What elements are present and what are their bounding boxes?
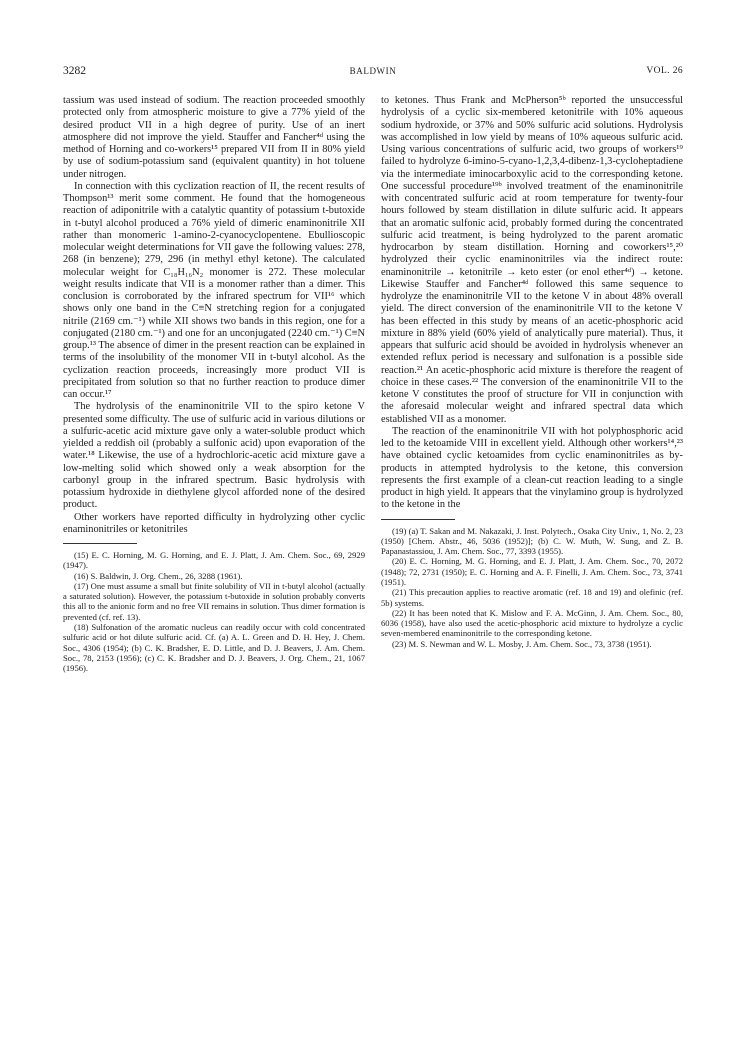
volume-label: VOL. 26 [646, 66, 683, 76]
page-number: 3282 [63, 65, 86, 77]
footnotes [381, 526, 683, 650]
footnote: (20) E. C. Horning, M. G. Horning, and E. J. Platt, J. Am. Chem. Soc., 70, 2072 (1948); 72, 2731 (1950); E. C. Horning and A. F. Finelli, J. Am. Chem. Soc., 73, 3741 (1951). [381, 556, 683, 587]
body-paragraph: Other workers have reported difficulty in hydrolyzing other cyclic enaminonitriles or ketonitriles [63, 511, 365, 535]
right-column [381, 95, 683, 649]
footnote: (16) S. Baldwin, J. Org. Chem., 26, 3288 (1961). [74, 570, 243, 581]
body-paragraph: tassium was used instead of sodium. The reaction proceeded smoothly protected only from atmospheric moisture to give a 77% yield of the desired product VII in a high degree of purity. Use of an inert atmosphere did not improve the yield. Stauffer and Fancher⁴ᵈ using the method of Horning and co-workers¹⁵ prepared VII from II in 80% yield by use of sodium-potassium sand (equivalent quantity) in hot toluene under nitrogen. [63, 95, 365, 180]
body-paragraph: The hydrolysis of the enaminonitrile VII to the spiro ketone V presented some difficulty. The use of sulfuric acid in various dilutions or a sulfuric-acetic acid mixture gave only a water-soluble product which yielded a reddish oil (probably a sulfonic acid) upon evaporation of the water.¹⁸ Likewise, the use of a hydrochloric-acetic acid mixture gave a low-melting solid which showed only a weak absorption for the carbonyl group in the infrared spectrum. Basic hydrolysis with potassium hydroxide in diethylene glycol afforded none of the desired product. [63, 401, 365, 511]
footnote: (23) M. S. Newman and W. L. Mosby, J. Am. Chem. Soc., 73, 3738 (1951). [392, 638, 652, 649]
footnote: (15) E. C. Horning, M. G. Horning, and E. J. Platt, J. Am. Chem. Soc., 69, 2929 (1947). [63, 550, 365, 571]
footnote-divider [381, 519, 455, 520]
footnote: (17) One must assume a small but finite solubility of VII in t-butyl alcohol (actually a saturated solution). However, the potassium t-butoxide in solution probably converts this all to the anionic form and no free VII remains in solution. Thus dimer formation is prevented (cf. ref. 13). [63, 580, 365, 622]
running-title: BALDWIN [349, 66, 397, 76]
body-paragraph: In connection with this cyclization reaction of II, the recent results of Thompson¹³ merit some comment. He found that the homogeneous reaction of adiponitrile with a catalytic quantity of potassium t-butoxide in t-butyl alcohol produced a 76% yield of dimeric enaminonitrile XII rather than monomeric 1-amino-2-cyanocyclopentene. Ebullioscopic molecular weight determinations for VII gave the following values: 278, 268 (in benzene); 279, 296 (in methyl ethyl ketone). The calculated molecular weight for C₁₈H₁₆N₂ monomer is 272. These molecular weight results indicate that VII is a monomer rather than a dimer. This conclusion is corroborated by the infrared spectrum for VII¹⁶ which shows only one band in the C≡N stretching region for a conjugated nitrile (2169 cm.⁻¹) while XII shows two bands in this region, one for a conjugated (2180 cm.⁻¹) and one for an unconjugated (2240 cm.⁻¹) C≡N group.¹³ The absence of dimer in the present reaction can be explained in terms of the insolubility of the monomer VII in t-butyl alcohol. As the cyclization reaction proceeds, increasingly more product VII is precipitated from solution so that no further reaction to produce dimer can occur.¹⁷ [63, 180, 365, 400]
footnote: (18) Sulfonation of the aromatic nucleus can readily occur with cold concentrated sulfuric acid or hot dilute sulfuric acid. Cf. (a) A. L. Green and D. H. Hey, J. Chem. Soc., 4306 (1954); (b) C. K. Bradsher, E. D. Little, and D. J. Beavers, J. Am. Chem. Soc., 78, 2153 (1956); (c) C. K. Bradsher and D. J. Beavers, J. Org. Chem., 21, 1067 (1956). [63, 622, 365, 674]
footnote: (21) This precaution applies to reactive aromatic (ref. 18 and 19) and olefinic (ref. 5b) systems. [381, 587, 683, 608]
footnote: (22) It has been noted that K. Mislow and F. A. McGinn, J. Am. Chem. Soc., 80, 6036 (1958), have also used the acetic-phosphoric acid mixture to hydrolyze a cyclic seven-membered enaminonitrile to the corresponding ketone. [381, 607, 683, 639]
footnote: (19) (a) T. Sakan and M. Nakazaki, J. Inst. Polytech., Osaka City Univ., 1, No. 2, 23 (1950) [Chem. Abstr., 46, 5036 (1952)]; (b) C. W. Muth, W. Sung, and Z. B. Papanastassiou, J. Am. Chem. Soc., 77, 3393 (1955). [381, 525, 683, 557]
footnotes [63, 550, 365, 674]
page-header [63, 65, 683, 79]
left-column [63, 95, 365, 674]
footnote-divider [63, 543, 137, 544]
body-paragraph: to ketones. Thus Frank and McPherson⁵ᵇ reported the unsuccessful hydrolysis of a cyclic six-membered ketonitrile with 10% aqueous sodium hydroxide, or 37% and 50% sulfuric acid solutions. Hydrolysis was accomplished in low yield by means of 10% aqueous sulfuric acid. Using various concentrations of sulfuric acid, two groups of workers¹⁹ failed to hydrolyze 6-imino-5-cyano-1,2,3,4-dibenz-1,3-cycloheptadiene via the intermediate iminocarboxylic acid to the corresponding ketone. One successful procedure¹⁹ᵇ involved treatment of the enaminonitrile with concentrated sulfuric acid at room temperature for twenty-four hours followed by steam distillation in dilute sulfuric acid. It appears that an aromatic sulfonic acid, probably formed during the concentrated sulfuric acid treatment, is being hydrolyzed to the parent aromatic hydrocarbon by steam distillation. Horning and coworkers¹⁵,²⁰ hydrolyzed their cyclic enaminonitriles via the indirect route: enaminonitrile → ketonitrile → keto ester (or enol ether⁴ᵈ) → ketone. Likewise Stauffer and Fancher⁴ᵈ followed this same sequence to hydrolyze the enaminonitrile VII to the ketone V in about 48% overall yield. The direct conversion of the enaminonitrile VII to the ketone V has been effected in this study by means of an acetic-phosphoric acid mixture in 88% yield (60% yield of analytically pure material). Thus, it appears that sulfuric acid should be avoided in hydrolysis whenever an extended reflux period is necessary and sulfonation is a possible side reaction.²¹ An acetic-phosphoric acid mixture is therefore the reagent of choice in these cases.²² The conversion of the enaminonitrile VII to the ketone V constitutes the proof of structure for VII in conjunction with the aforesaid molecular weight and infrared spectral data which established VII as a monomer. [381, 95, 683, 425]
body-paragraph: The reaction of the enaminonitrile VII with hot polyphosphoric acid led to the ketoamide VIII in excellent yield. Although other workers¹⁴,²³ have obtained cyclic ketoamides from cyclic enaminonitriles as by-products in attempted hydrolysis to the ketone, this conversion represents the first example of a clean-cut reaction leading to a single product in high yield. It appears that the vinylamino group is hydrolyzed to the ketone in the [381, 425, 683, 511]
